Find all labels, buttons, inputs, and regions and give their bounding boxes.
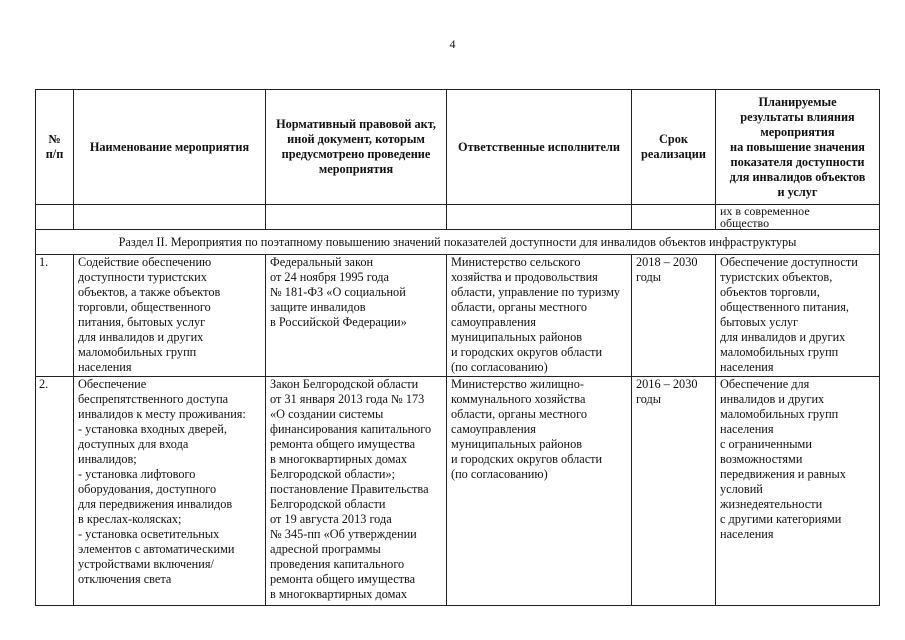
executors: Министерство сельского хозяйства и продовольствия области, управление по туризму области, органы местного самоуправления муниципальных районов и городских округов области (по согласованию): [447, 255, 632, 377]
period: 2018 – 2030 годы: [632, 255, 716, 377]
header-executors: Ответственные исполнители: [447, 90, 632, 205]
header-measure-name: Наименование мероприятия: [74, 90, 266, 205]
row-number: 2.: [36, 377, 74, 606]
row-number: 1.: [36, 255, 74, 377]
legal-act: Закон Белгородской области от 31 января 2013 года № 173 «О создании системы финансирования капитального ремонта общего имущества в многоквартирных домах Белгородской области»; постановление Правительства Белгородской области от 19 августа 2013 года № 345-пп «Об утверждении адресной программы проведения капитального ремонта общего имущества в многоквартирных домах: [266, 377, 447, 606]
header-planned-results: Планируемые результаты влияния мероприятия на повышение значения показателя доступности для инвалидов объектов и услуг: [716, 90, 880, 205]
continuation-row: [36, 205, 880, 230]
planned-result: Обеспечение доступности туристских объектов, объектов торговли, общественного питания, бытовых услуг для инвалидов и других маломобильных групп населения: [716, 255, 880, 377]
legal-act: Федеральный закон от 24 ноября 1995 года № 181-ФЗ «О социальной защите инвалидов в Российской Федерации»: [266, 255, 447, 377]
cell-empty: [36, 205, 74, 230]
section-title: Раздел II. Мероприятия по поэтапному повышению значений показателей доступности для инвалидов объектов инфраструктуры: [36, 230, 880, 255]
table-row: [36, 255, 880, 377]
continuation-result: их в современное общество: [716, 205, 880, 230]
period: 2016 – 2030 годы: [632, 377, 716, 606]
header-legal-act: Нормативный правовой акт, иной документ, которым предусмотрено проведение мероприятия: [266, 90, 447, 205]
header-period: Срок реализации: [632, 90, 716, 205]
page-number: 4: [449, 37, 456, 51]
measures-table: [35, 89, 880, 606]
executors: Министерство жилищно- коммунального хозяйства области, органы местного самоуправления муниципальных районов и городских округов области (по согласованию): [447, 377, 632, 606]
cell-empty: [74, 205, 266, 230]
cell-empty: [447, 205, 632, 230]
table-header-row: [36, 90, 880, 205]
cell-empty: [266, 205, 447, 230]
header-number: № п/п: [36, 90, 74, 205]
measure-name: Содействие обеспечению доступности туристских объектов, а также объектов торговли, общественного питания, бытовых услуг для инвалидов и других маломобильных групп населения: [74, 255, 266, 377]
cell-empty: [632, 205, 716, 230]
measure-name: Обеспечение беспрепятственного доступа инвалидов к месту проживания: - установка входных дверей, доступных для входа инвалидов; - установка лифтового оборудования, доступного для передвижения инвалидов в креслах-колясках; - установка осветительных элементов с автоматическими устройствами включения/ отключения света: [74, 377, 266, 606]
section-row: [36, 230, 880, 255]
table-row: [36, 377, 880, 606]
planned-result: Обеспечение для инвалидов и других маломобильных групп населения с ограниченными возможностями передвижения и равных условий жизнедеятельности с другими категориями населения: [716, 377, 880, 606]
